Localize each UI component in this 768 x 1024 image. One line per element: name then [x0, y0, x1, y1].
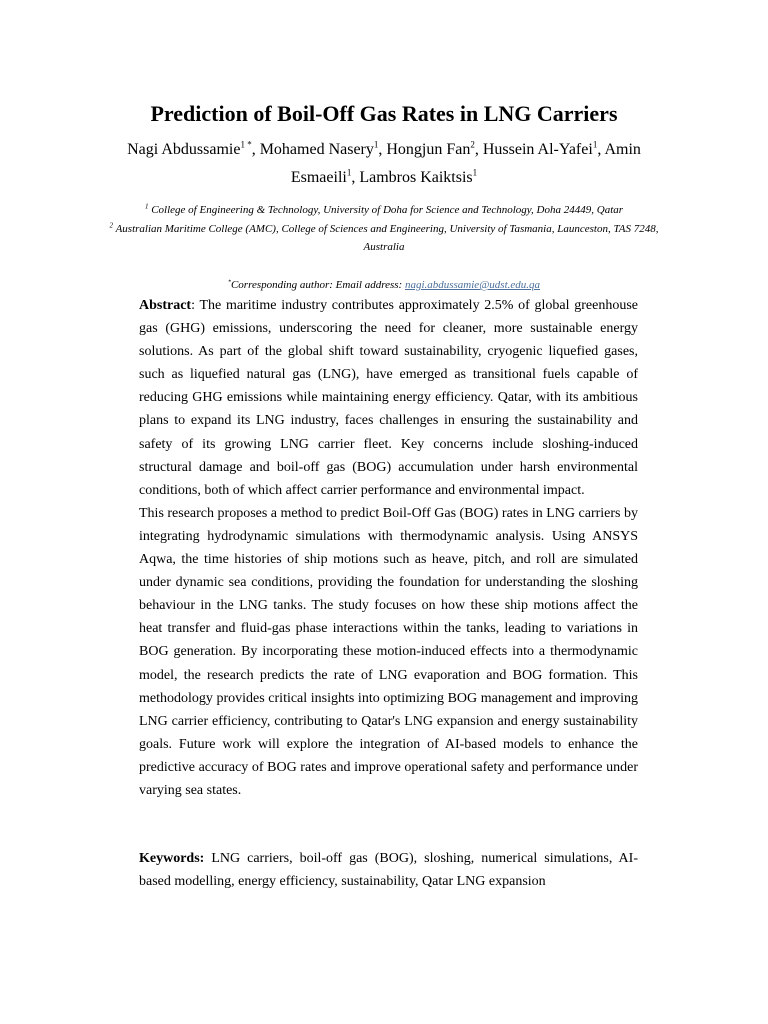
author-name: Lambros Kaiktsis [359, 169, 473, 186]
abstract-paragraph [139, 294, 638, 502]
author-affil-marker: 1 [346, 167, 352, 178]
keywords-section [139, 847, 638, 893]
affiliation-marker: 1 [144, 202, 149, 211]
affiliation [96, 201, 672, 220]
author-affil-marker: 1 [373, 139, 379, 150]
abstract-text: : The maritime industry contributes approximately 2.5% of global greenhouse gas (GHG) emissions, underscoring the need for cleaner, more sustainable energy solutions. As part of the global shift toward sustainability, cryogenic liquefied gases, such as liquefied natural gas (LNG), have emerged as transitional fuels capable of reducing GHG emissions while maintaining energy efficiency. Qatar, with its ambitious plans to expand its LNG industry, faces challenges in ensuring the sustainability and safety of its growing LNG carrier fleet. Key concerns include sloshing-induced structural damage and boil-off gas (BOG) accumulation under harsh environmental conditions, both of which affect carrier performance and environmental impact. [139, 298, 638, 498]
author-email-link[interactable]: nagi.abdussamie@udst.edu.qa [404, 279, 541, 291]
paper-title: Prediction of Boil-Off Gas Rates in LNG Carriers [150, 101, 618, 126]
corresponding-author [0, 276, 768, 294]
affiliation-list [96, 201, 672, 257]
corresponding-marker: * [227, 279, 231, 286]
author-affil-marker: 2 [470, 139, 475, 150]
author-name: Amin Esmaeili [290, 141, 641, 186]
author-name: Hussein Al-Yafei [482, 141, 593, 158]
author-list: Nagi Abdussamie$^{1 *}$, Mohamed Nasery$^1$, Hongjun Fan$^2$, Hussein Al-Yafei$^1$, Amin Esmaeili$^1$, Lambros Kaiktsis$^1$ [127, 139, 641, 186]
affiliation-text: Australian Maritime College (AMC), College of Sciences and Engineering, University of Tasmania, Launceston, TAS 7248, Australia [115, 222, 659, 253]
keywords-text: LNG carriers, boil-off gas (BOG), sloshing, numerical simulations, AI-based modelling, energy efficiency, sustainability, Qatar LNG expansion [139, 851, 638, 890]
author-name: Mohamed Nasery [259, 141, 374, 158]
author-name: Hongjun Fan [386, 141, 471, 158]
author-affil-marker: 1 [472, 167, 478, 178]
keywords-label: Keywords: [139, 851, 205, 866]
abstract-section [139, 294, 638, 802]
author-affil-marker: 1 [592, 139, 598, 150]
affiliation-marker: 2 [109, 220, 113, 229]
abstract-label: Abstract [139, 298, 192, 313]
corresponding-label: Corresponding author: Email address: [230, 279, 403, 291]
affiliation-text: College of Engineering & Technology, University of Doha for Science and Technology, Doha 24449, Qatar [151, 204, 624, 216]
affiliation [96, 220, 672, 257]
author-name: Nagi Abdussamie [127, 141, 241, 158]
abstract-paragraph: This research proposes a method to predict Boil-Off Gas (BOG) rates in LNG carriers by integrating hydrodynamic simulations with thermodynamic analysis. Using ANSYS Aqwa, the time histories of ship motions such as heave, pitch, and roll are simulated under dynamic sea conditions, providing the foundation for understanding the sloshing behaviour in the LNG tanks. The study focuses on how these ship motions affect the heat transfer and fluid-gas phase interactions within the tanks, leading to variations in BOG generation. By incorporating these motion-induced effects into a thermodynamic model, the research predicts the rate of LNG evaporation and BOG formation. This methodology provides critical insights into optimizing BOG management and improving LNG carrier efficiency, contributing to Qatar's LNG expansion and energy sustainability goals. Future work will explore the integration of AI-based models to enhance the predictive accuracy of BOG rates and improve operational safety and performance under varying sea states. [139, 505, 638, 798]
author-affil-marker: 1 * [240, 139, 252, 150]
